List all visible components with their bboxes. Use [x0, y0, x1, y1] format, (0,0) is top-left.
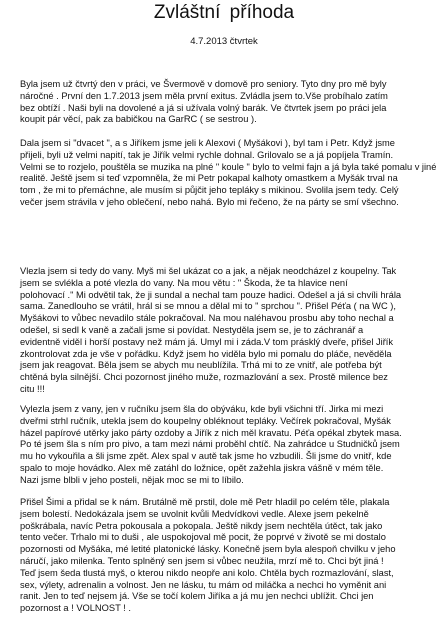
text-line: náročné . První den 1.7.2013 jsem měla první exitus. Zvládla jsem to.Vše probíhalo zatím — [20, 90, 388, 101]
paragraph-5 — [20, 497, 432, 615]
text-line: sama. Zanedlouho se vrátil, hrál si se mnou a dělal mi to " sprchou ". Přišel Péťa ( na WC ), — [20, 301, 396, 312]
text-line: pozornosti od Myšáka, mé letité platonické lásky. Konečně jsem byla alespoň chvilku v jeho — [20, 544, 396, 555]
text-line: jsem jak reagovat. Běla jsem se abych mu neublížila. Trhá mi to ze vnitř, ale potřeba být — [20, 360, 382, 371]
text-line: Dala jsem si "dvacet ", a s Jiříkem jsme jeli k Alexovi ( Myšákovi ), byl tam i Petr. Když jsme — [20, 138, 395, 148]
text-line: Velmi se to rozjelo, pouštěla se muzika na plné " koule " bylo to velmi fajn a já byla také pomalu v jiné — [20, 161, 437, 172]
text-line: mu ho vykouřila a šli jsme zpět. Alex spal v autě tak jsme ho vzbudili. Šli jsme do vnitř, kde — [20, 451, 392, 462]
text-line: Po té jsem šla s ním pro pivo, a tam mezi námi proběhl chtíč. Na zahrádce u Studničků jsem — [20, 439, 400, 450]
text-line: citu !!! — [20, 383, 45, 394]
date-line: 4.7.2013 čtvrtek — [190, 36, 258, 47]
page-title: Zvláštní příhoda — [153, 2, 295, 23]
paragraph-3 — [20, 266, 432, 396]
text-line: jsem se svlékla a poté vlezla do vany. Na mou větu : " Škoda, že ta hlavice není — [20, 277, 348, 288]
text-line: večer jsem strávila v jeho oblečení, nebo nahá. Bylo mi řečeno, že na párty se smí všechno. — [20, 196, 399, 207]
text-line: bez obtíží . Naši byli na dovolené a já si užívala volný barák. Ve čtvrtek jsem po práci jela — [20, 102, 387, 113]
text-line: evidentně viděl i horší postavy než mám já. Umyl mi i záda.V tom prásklý dveře, přišel Jiřík — [20, 336, 394, 347]
paragraph-4 — [20, 404, 432, 487]
text-line: Vylezla jsem z vany, jen v ručníku jsem šla do obýváku, kde byli všichni tří. Jirka mi mezi — [20, 404, 384, 414]
paragraph-2 — [20, 138, 437, 209]
text-line: přijeli, byli už velmi napití, tak je Jiřík velmi rychle dohnal. Grilovalo se a já popíjela Tramín. — [20, 149, 394, 160]
text-line: pozornost a ! VOLNOST ! . — [20, 603, 131, 614]
text-line: dveřmi strhl ručník, utekla jsem do koupelny obléknout tepláky. Večírek pokračoval, Myšák — [20, 415, 391, 426]
text-line: chtěná byla silnější. Chci pozornost jiného muže, rozmazlování a sex. Prostě milence bez — [20, 372, 388, 383]
text-line: ranit. Jen to teď nejsem já. Vše se točí kolem Jiříka a já mu jen nechci ublížit. Chci jen — [20, 591, 374, 602]
text-line: realitě. Ještě jsem si teď vzpomněla, že mi Petr pokapal kalhoty omastkem a Myšák trval na — [20, 173, 398, 184]
text-line: Přišel Šimi a přidal se k nám. Brutálně mě prstil, dole mě Petr hladil po celém těle, plakala — [20, 497, 390, 507]
text-line: Nazi jsme blbli v jeho posteli, nějak moc se mi to líbilo. — [20, 474, 244, 485]
paragraph-1 — [20, 79, 432, 126]
text-line: náručí, jako milenka. Tento splněný sen jsem si vůbec neužila, mrzí mě to. Chci být jiná ! — [20, 555, 384, 566]
text-line: tom , že mi to přemáchne, ale musím si půjčit jeho tepláky s mikinou. Svolila jsem tedy. Celý — [20, 185, 399, 196]
text-line: Byla jsem už čtvrtý den v práci, ve Švermově v domově pro seniory. Tyto dny pro mě byly — [20, 79, 387, 89]
text-line: spalo to moje hovádko. Alex mě zatáhl do ložnice, opět zažehla jiskra vášně v mém těle. — [20, 462, 384, 473]
text-line: odešel, si sedl k vaně a začali jsme si povídat. Nestyděla jsem se, je to záchranář a — [20, 324, 364, 335]
text-line: Myšákovi to vůbec nevadilo stále pokračoval. Na mou naléhavou prosbu aby toho nechal a — [20, 313, 394, 324]
text-line: polohovací ." Mi odvětil tak, že ji sundal a nechal tam pouze hadici. Odešel a já si chvíli hrála — [20, 289, 402, 300]
text-line: poškrábala, navíc Petra pokousala a pokopala. Ještě nikdy jsem nechtěla útěct, tak jako — [20, 520, 383, 531]
text-line: Vlezla jsem si tedy do vany. Myš mi šel ukázat co a jak, a nějak neodcházel z koupelny. Tak — [20, 266, 397, 276]
text-line: sex, výlety, adrenalin a volnost. Jen ne lásku, tu mám od miláčka a nechci ho vyměnit ani — [20, 579, 387, 590]
text-line: Teď jsem šeda tlustá myš, o kterou nikdo neopře ani kolo. Chtěla bych rozmazlování, slast, — [20, 567, 394, 578]
text-line: koupit pár věcí, pak za babičkou na GarRC ( se sestrou ). — [20, 114, 257, 125]
text-line: jsem bolestí. Nedokázala jsem se uvolnit kvůli Medvídkovi vedle. Alexe jsem pekelně — [20, 508, 369, 519]
text-line: zkontrolovat zda je vše v pořádku. Když jsem ho viděla bylo mi pomalu do pláče, nevěděla — [20, 348, 392, 359]
text-line: házel papírové utěrky jako párty ozdoby a Jiřík z nich měl kravatu. Péťa opékal zbytek masa. — [20, 427, 402, 438]
text-line: tento večer. Trhalo mi to duši , ale uspokojoval mě pocit, že poprvé v životě se mi dostalo — [20, 532, 386, 543]
